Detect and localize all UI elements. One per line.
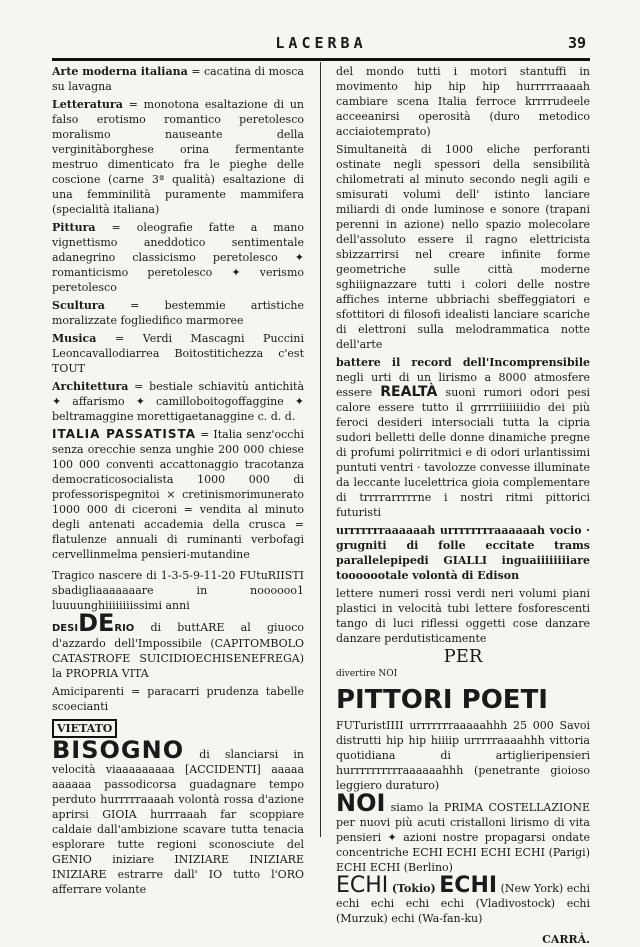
paragraph-letteratura: Letteratura = monotona esaltazione di un falso erotismo romantico peretolesco moralismo nauseante della verginitàborghese orina fermentante mestruo dimenticato fra le pieghe delle coscione (carne 3ª qualità) esaltazione di una femminilità puramente mammifera (specialità italiana) bbox=[52, 98, 304, 216]
divertire-line: divertire NOI bbox=[336, 669, 398, 679]
paragraph-bisogno: BISOGNO di slanciarsi in velocità viaaaaaaaaa [ACCIDENTI] aaaaa aaaaaa passodicorsa guadagnare tempo perduto hurrrrraaaah volontà rossa d'azione aprirsi GIOIA hurrraaah far scoppiare caldaie dall'ambizione scavare tutta tenacia esplorare tutte regioni sconosciute del GENIO iniziare INIZIARE INIZIARE INIZIARE estrarre dall' IO tutto l'ORO afferrare volante bbox=[52, 736, 304, 896]
paragraph-simultaneita: Simultaneità di 1000 eliche perforanti ostinate negli spessori della sensibilità chilometrati al minuto secondo negli agili e smisurati volumi dell' istinto lanciare miliardi di onde luminose e sonore (trapani perenni in azione) nello spazio molecolare dell'assoluto essere il ragno elettricista sbizzarrirsi nel creare infinite forme geometriche sulle città moderne sghiiignazzare tutti i colori delle nostre affiches interne ubbriachi sbeffeggiatori e sfottitori di filosofi idealisti lanciare scariche di elettroni sulla melodrammatica notte dell'arte bbox=[336, 143, 590, 351]
paragraph-motori: del mondo tutti i motori stantuffi in movimento hip hip hip hurrrrraaaah cambiare scena Italia ferroce krrrrudeele acceeanirsi operosità (duro metodico acciaiotemprato) bbox=[336, 65, 590, 138]
paragraph-noi: NOI siamo la PRIMA COSTELLAZIONE per nuovi più acuti cristalloni lirismo di vita pensieri ✦ azioni nostre propagarsi ondate concentriche ECHI ECHI ECHI ECHI (Parigi) ECHI ECHI (Berlino) bbox=[336, 789, 590, 874]
paragraph-futurist: FUTuristIIII urrrrrrraaaaahhh 25 000 Savoi distrutti hip hip hiiiip urrrrraaaahhh vittoria quotidiana di artiglieripensieri hurrrrrrrrrraaaaaahhh (penetrante gioioso leggiero duraturo) bbox=[336, 719, 590, 792]
paragraph-lettere: lettere numeri rossi verdi neri volumi piani plastici in velocità tubi lettere fosforescenti tango di luci riflessi oggetti cose danzare danzare perdutisticamente bbox=[336, 587, 590, 645]
pittori-poeti-heading: PITTORI POETI bbox=[336, 685, 548, 715]
paragraph-architettura: Architettura = bestiale schiavitù antichità ✦ affarismo ✦ camilloboitogoffaggine ✦ beltramaggine morettigaetanaggine c. d. d. bbox=[52, 380, 304, 423]
paragraph-musica: Musica = Verdi Mascagni Puccini Leoncavallodiarrea Boitostitichezza c'est TOUT bbox=[52, 332, 304, 375]
page-number: 39 bbox=[567, 34, 586, 52]
journal-title: LACERBA bbox=[275, 34, 367, 52]
right-column bbox=[336, 64, 590, 947]
column-divider bbox=[320, 62, 321, 837]
paragraph-urrrah: urrrrrrraaaaaah urrrrrrrraaaaaah vocio · grugniti di folle eccitate trams parallelepipedi GIALLI inguaiiiiiiiiare tooooootale volontà di Edison bbox=[336, 524, 590, 582]
paragraph-desiderio: DESIDERIO di buttARE al giuoco d'azzardo dell'Impossibile (CAPITOMBOLO CATASTROFE SUICIDIOECHISENEFREGA) la PROPRIA VITA bbox=[52, 609, 304, 680]
paragraph-amiciparenti: Amiciparenti = paracarri prudenza tabelle scoecianti bbox=[52, 685, 304, 713]
vietato-box: VIETATO bbox=[52, 719, 117, 738]
paragraph-record: battere il record dell'Incomprensibile negli urti di un lirismo a 8000 atmosfere essere REALTÀ suoni rumori odori pesi calore essere tutto il grrrriiiiiiidio dei più feroci desideri intersociali tutta la cipria sudori belletti delle donne dinamiche pregne di profumi polirritmici e di odori urlantissimi puntuti ventri · tavolozze convesse illuminate da leccante lucelettrica gioia complementare di trrrrarrrrrne i nostri ritmi pittorici futuristi bbox=[336, 356, 590, 519]
paragraph-pittura: Pittura = oleografie fatte a mano vignettismo aneddotico sentimentale adanegrino classicismo peretolesco ✦ romanticismo peretolesco ✦ verismo peretolesco bbox=[52, 221, 304, 294]
paragraph-tragico: Tragico nascere di 1-3-5-9-11-20 FUtuRIISTI sbadigliaaaaaaare in noooooo1 luuuunghiiiiiiiissimi anni bbox=[52, 569, 304, 612]
page-header bbox=[52, 32, 590, 54]
paragraph-scultura: Scultura = bestemmie artistiche moralizzate fogliedifico marmoree bbox=[52, 299, 304, 327]
header-rule bbox=[52, 58, 590, 61]
paragraph-echi: ECHI (Tokio) ECHI (New York) echi echi echi echi echi (Vladivostock) echi (Murzuk) echi (Wa-fan-ku) bbox=[336, 873, 591, 925]
per-heading: PER bbox=[443, 646, 483, 667]
left-column bbox=[52, 64, 304, 900]
paragraph-arte: Arte moderna italiana = cacatina di mosca su lavagna bbox=[52, 65, 304, 93]
paragraph-italia: ITALIA PASSATISTA = Italia senz'occhi senza orecchie senza unghie 200 000 chiese 100 000 conventi accattonaggio tracotanza democraticosocialista 1000 000 di professorispegnitoi × cretinismorimunerato 1000 000 di ciceroni = vendita al minuto degli antenati accademia della crusca = flatulenze annuali di ruminanti verbofagi cervellinmelma pensieri-mutandine bbox=[52, 427, 305, 561]
signature: CARRÀ. bbox=[542, 933, 590, 946]
